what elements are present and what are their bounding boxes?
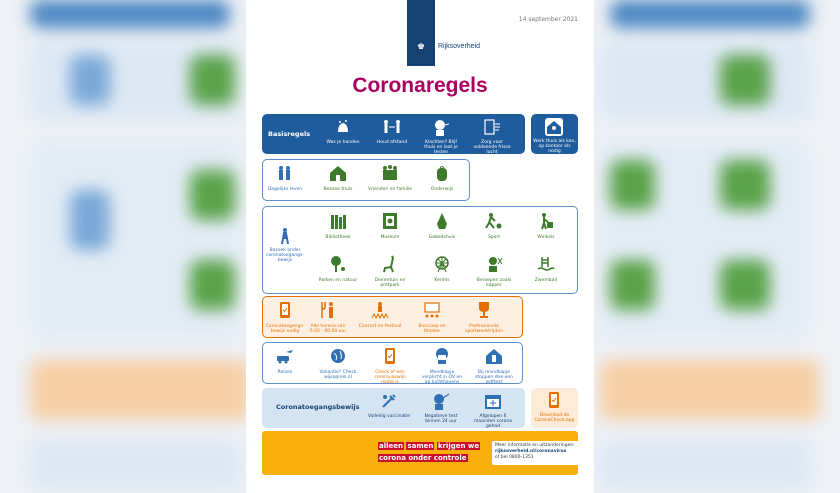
people-icon: [276, 164, 294, 182]
bezoek-item: Beroepen zoals kapper: [476, 278, 512, 288]
bezoek-item: Museum: [380, 235, 400, 240]
bewijs-item: Volledig vaccinatie: [367, 414, 411, 419]
bezoek-item: Zwembad: [534, 278, 558, 283]
slogan: [378, 442, 480, 450]
concert-icon: [371, 301, 389, 319]
coronatoegang-item: Professionele sportwedstrijden: [465, 324, 503, 334]
car-plane-icon: [276, 347, 294, 365]
vaccine-icon: [380, 392, 398, 410]
poster: [246, 0, 594, 493]
giraffe-icon: [381, 255, 399, 273]
bezoek-label: Bezoek onder coronatoegangs-bewijs: [266, 248, 304, 263]
phone-check-icon: [381, 347, 399, 365]
dagelijks-label: Dagelijks leven: [267, 187, 303, 192]
slogan-word: alleen: [379, 442, 404, 450]
logo-text: Rijksoverheid: [438, 43, 481, 50]
park-icon: [329, 255, 347, 273]
coronatoegang-item: Concert en festival: [358, 324, 402, 329]
reizen-item: Vakantie? Check wijsopreis.nl: [319, 370, 357, 380]
backpack-icon: [433, 164, 451, 182]
coronatoegang-label: Coronatoegangs-bewijs nodig: [265, 324, 305, 334]
dagelijks-item: Bezoek thuis: [323, 187, 353, 192]
footer-banner: [262, 431, 578, 475]
bezoek-row: [262, 206, 578, 294]
info-link[interactable]: rijksoverheid.nl/coronavirus: [495, 448, 567, 454]
reizen-row: [262, 342, 523, 384]
swimming-pool-icon: [537, 255, 555, 273]
bezoek-item: Gebedshuis: [428, 235, 456, 240]
calendar-icon: [484, 392, 502, 410]
bezoek-item: Winkels: [537, 235, 555, 240]
bezoek-item: Kermis: [434, 278, 450, 283]
basisregels-item: Zorg voor voldoende frisse lucht: [473, 140, 511, 155]
slogan-word: corona onder controle: [379, 454, 467, 462]
date: 14 september 2021: [518, 16, 578, 23]
info-phone: of bel 0800-1351: [495, 454, 534, 460]
bewijs-label: Coronatoegangsbewijs: [276, 403, 360, 411]
dagelijks-leven-row: [262, 159, 470, 201]
reizen-item: Check of een corona-bewijs nodig is: [374, 370, 406, 385]
praying-hands-icon: [433, 212, 451, 230]
basisregels-item: Houd afstand: [376, 140, 408, 145]
coronatoegang-item: Alle horeca van 6.00 - 00.00 uur: [309, 324, 347, 334]
slogan-word: samen: [407, 442, 434, 450]
dagelijks-item: Onderwijs: [430, 187, 454, 192]
restaurant-icon: [319, 301, 337, 319]
reizen-item: Bij mondkapje stoppen doe een zelftest: [475, 370, 513, 385]
coronacheck-box: [531, 388, 578, 428]
distance-icon: [383, 118, 401, 136]
hairdresser-icon: [485, 255, 503, 273]
reizen-item: Mondkapje verplicht in OV en op luchthavens: [421, 370, 463, 385]
test-swab-icon: [432, 392, 450, 410]
library-icon: [329, 212, 347, 230]
reizen-label: Reizen: [277, 370, 293, 375]
museum-icon: [381, 212, 399, 230]
page-title: Coronaregels: [352, 74, 488, 97]
basisregels-item: Klachten? Blijf thuis en laat je testen: [424, 140, 458, 155]
bezoek-item: Dierentuin en pretpark: [374, 278, 406, 288]
sport-icon: [485, 212, 503, 230]
slogan: [378, 454, 468, 462]
globe-icon: [329, 347, 347, 365]
coronatoegang-row: [262, 296, 523, 338]
bewijs-item: Afgelopen 6 maanden corona gehad: [474, 414, 512, 429]
bewijs-row: [262, 388, 525, 428]
bezoek-item: Sport: [487, 235, 501, 240]
slogan-word: krijgen we: [437, 442, 480, 450]
coronatoegang-item: Bioscoop en theater: [418, 324, 446, 334]
trophy-icon: [475, 301, 493, 319]
dagelijks-item: Vrienden en familie: [368, 187, 413, 192]
coronacheck-text: Download de CoronaCheck-app: [534, 413, 575, 423]
bezoek-item: Parken en natuur: [318, 278, 358, 283]
phone-check-icon: [276, 301, 294, 319]
home-test-icon: [485, 347, 503, 365]
phone-check-icon: [545, 391, 563, 409]
house-icon: [329, 164, 347, 182]
cinema-icon: [423, 301, 441, 319]
hand-wash-icon: [334, 118, 352, 136]
bewijs-item: Negatieve test binnen 24 uur: [424, 414, 458, 424]
bezoek-item: Bibliotheek: [325, 235, 351, 240]
work-from-home-box: [531, 114, 578, 154]
shopping-icon: [537, 212, 555, 230]
basisregels-row: [262, 114, 525, 154]
info-line: Meer informatie en uitzonderingen:: [495, 443, 575, 448]
fresh-air-icon: [483, 118, 501, 136]
walking-person-icon: [276, 227, 294, 245]
friends-family-icon: [381, 164, 399, 182]
work-from-home-text: Werk thuis als kan, op kantoor als nodig: [533, 139, 576, 154]
sick-person-icon: [432, 118, 450, 136]
home-work-icon: [545, 118, 563, 136]
face-mask-icon: [433, 347, 451, 365]
ferris-wheel-icon: [433, 255, 451, 273]
government-logo-bar: [407, 0, 435, 66]
basisregels-label: Basisregels: [268, 130, 311, 138]
info-box: [492, 441, 588, 465]
basisregels-item: Was je handen: [326, 140, 360, 145]
coat-of-arms-icon: ♚: [416, 42, 426, 52]
